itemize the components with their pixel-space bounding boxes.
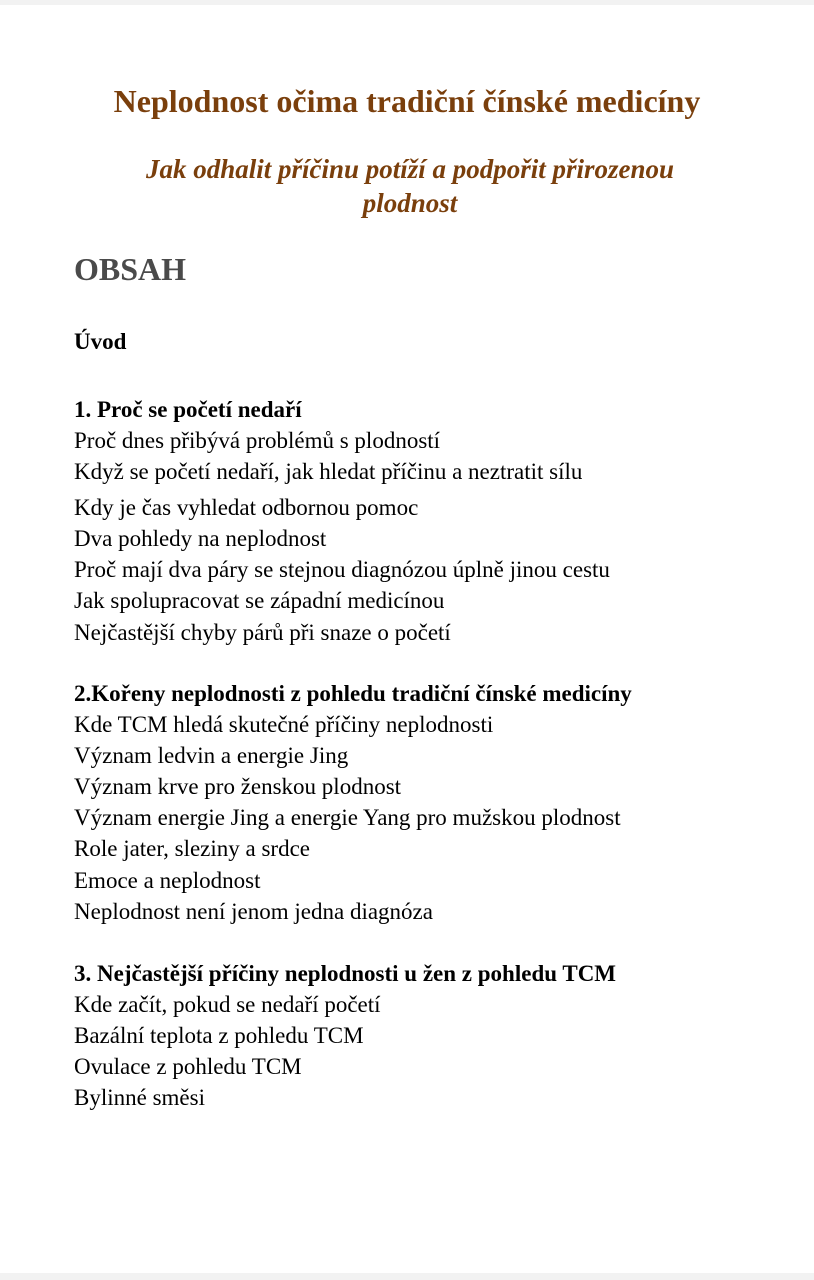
- toc-item: Když se početí nedaří, jak hledat příčinu a neztratit sílu: [74, 459, 583, 484]
- toc-item: Bylinné směsi: [74, 1085, 205, 1110]
- toc-heading: OBSAH: [74, 251, 187, 287]
- toc-item: Význam energie Jing a energie Yang pro mužskou plodnost: [74, 805, 621, 830]
- document-subtitle: Jak odhalit příčinu potíží a podpořit přirozenou plodnost: [145, 154, 675, 218]
- toc-item: Význam krve pro ženskou plodnost: [74, 774, 402, 799]
- toc-item: Význam ledvin a energie Jing: [74, 743, 349, 768]
- toc-item: Proč mají dva páry se stejnou diagnózou úplně jinou cestu: [74, 557, 610, 582]
- toc-item: Kde začít, pokud se nedaří početí: [74, 992, 381, 1017]
- toc-item: Neplodnost není jenom jedna diagnóza: [74, 899, 433, 924]
- document-title: Neplodnost očima tradiční čínské medicíny: [113, 83, 701, 119]
- toc-item: Emoce a neplodnost: [74, 868, 261, 893]
- toc-item: Role jater, sleziny a srdce: [74, 836, 311, 861]
- toc-item: Ovulace z pohledu TCM: [74, 1054, 302, 1079]
- toc-item: Dva pohledy na neplodnost: [74, 526, 327, 551]
- toc-item: Kdy je čas vyhledat odbornou pomoc: [74, 495, 419, 520]
- toc-intro: Úvod: [74, 329, 127, 354]
- toc-section-heading: 3. Nejčastější příčiny neplodnosti u žen z pohledu TCM: [74, 961, 617, 986]
- toc-item: Bazální teplota z pohledu TCM: [74, 1023, 364, 1048]
- toc-item: Proč dnes přibývá problémů s plodností: [74, 428, 441, 453]
- document-page: [0, 5, 814, 1273]
- toc-item: Jak spolupracovat se západní medicínou: [74, 588, 445, 613]
- toc-section-heading: 1. Proč se početí nedaří: [74, 397, 302, 422]
- toc-item: Kde TCM hledá skutečné příčiny neplodnosti: [74, 712, 494, 737]
- toc-section-heading: 2.Kořeny neplodnosti z pohledu tradiční čínské medicíny: [74, 681, 632, 706]
- toc-item: Nejčastější chyby párů při snaze o početí: [74, 620, 451, 645]
